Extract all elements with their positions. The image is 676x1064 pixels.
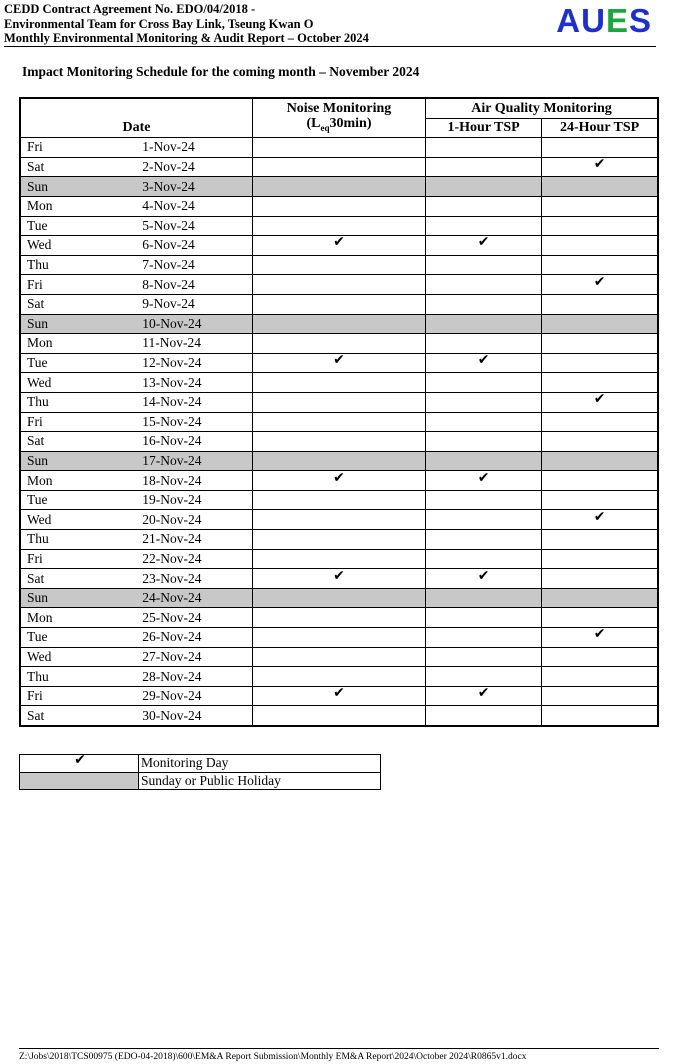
noise-cell	[253, 608, 426, 628]
date-cell: 14-Nov-24	[136, 392, 252, 412]
schedule-body	[20, 138, 658, 726]
legend-row-holiday	[20, 772, 381, 790]
day-cell: Sun	[20, 451, 136, 471]
noise-cell	[253, 353, 426, 373]
noise-cell	[253, 412, 426, 432]
checkmark-icon: ✔	[477, 567, 490, 584]
tsp-1hour-cell	[426, 608, 542, 628]
tsp-1hour-cell	[426, 275, 542, 295]
date-cell: 19-Nov-24	[136, 490, 252, 510]
noise-cell	[253, 236, 426, 256]
day-cell: Mon	[20, 196, 136, 216]
schedule-row	[20, 138, 658, 158]
tsp-1hour-cell	[426, 392, 542, 412]
date-cell: 16-Nov-24	[136, 432, 252, 452]
noise-cell	[253, 294, 426, 314]
tsp-24hour-cell	[542, 196, 658, 216]
noise-cell	[253, 530, 426, 550]
tsp-24hour-cell	[542, 490, 658, 510]
tsp-1hour-cell	[426, 236, 542, 256]
checkmark-icon: ✔	[477, 352, 490, 369]
day-cell: Mon	[20, 608, 136, 628]
noise-cell	[253, 157, 426, 177]
date-cell: 24-Nov-24	[136, 588, 252, 608]
tsp-24hour-cell	[542, 392, 658, 412]
day-cell: Mon	[20, 334, 136, 354]
day-cell: Sun	[20, 177, 136, 197]
date-cell: 28-Nov-24	[136, 667, 252, 687]
tsp-1hour-cell	[426, 471, 542, 491]
page-title: Impact Monitoring Schedule for the coming month – November 2024	[22, 64, 420, 79]
date-cell: 27-Nov-24	[136, 647, 252, 667]
tsp-1hour-cell	[426, 588, 542, 608]
checkmark-icon: ✔	[477, 685, 490, 702]
checkmark-icon: ✔	[333, 685, 345, 702]
legend-holiday-label: Sunday or Public Holiday	[139, 772, 381, 790]
report-header	[4, 2, 369, 46]
date-cell: 7-Nov-24	[136, 255, 252, 275]
schedule-row	[20, 314, 658, 334]
date-cell: 4-Nov-24	[136, 196, 252, 216]
schedule-row	[20, 588, 658, 608]
schedule-row	[20, 471, 658, 491]
day-cell: Sun	[20, 314, 136, 334]
noise-cell	[253, 314, 426, 334]
date-cell: 18-Nov-24	[136, 471, 252, 491]
noise-cell	[253, 432, 426, 452]
date-cell: 20-Nov-24	[136, 510, 252, 530]
tsp-24hour-cell	[542, 236, 658, 256]
noise-cell	[253, 373, 426, 393]
noise-cell	[253, 392, 426, 412]
schedule-row	[20, 392, 658, 412]
legend-grey-swatch	[20, 772, 139, 790]
day-cell: Tue	[20, 628, 136, 648]
schedule-row	[20, 294, 658, 314]
noise-cell	[253, 647, 426, 667]
tsp-1hour-cell	[426, 157, 542, 177]
tsp-1hour-cell	[426, 334, 542, 354]
noise-cell	[253, 275, 426, 295]
day-cell: Sun	[20, 588, 136, 608]
schedule-row	[20, 706, 658, 726]
header-line-2: Environmental Team for Cross Bay Link, Tseung Kwan O	[4, 16, 314, 31]
tsp-1hour-cell	[426, 667, 542, 687]
day-cell: Fri	[20, 412, 136, 432]
schedule-row	[20, 353, 658, 373]
tsp-24hour-cell	[542, 451, 658, 471]
checkmark-icon: ✔	[333, 234, 345, 251]
day-cell: Thu	[20, 667, 136, 687]
noise-cell	[253, 549, 426, 569]
header-line-1: CEDD Contract Agreement No. EDO/04/2018 -	[4, 2, 256, 16]
checkmark-icon: ✔	[333, 352, 345, 369]
noise-cell	[253, 471, 426, 491]
schedule-row	[20, 157, 658, 177]
tsp-24hour-cell	[542, 530, 658, 550]
day-cell: Wed	[20, 236, 136, 256]
tsp-24hour-cell	[542, 216, 658, 236]
date-cell: 29-Nov-24	[136, 686, 252, 706]
day-cell: Fri	[20, 549, 136, 569]
tsp-24hour-header: 24-Hour TSP	[542, 118, 658, 138]
schedule-row	[20, 549, 658, 569]
noise-cell	[253, 667, 426, 687]
noise-cell	[253, 686, 426, 706]
schedule-row	[20, 412, 658, 432]
noise-monitoring-header: Noise Monitoring $(L_{eq}30\min)$	[253, 98, 426, 138]
footer-divider	[19, 1048, 659, 1049]
day-cell: Sat	[20, 294, 136, 314]
day-cell: Sat	[20, 432, 136, 452]
tsp-24hour-cell	[542, 275, 658, 295]
tsp-24hour-cell	[542, 608, 658, 628]
date-cell: 26-Nov-24	[136, 628, 252, 648]
schedule-row	[20, 510, 658, 530]
date-cell: 12-Nov-24	[136, 353, 252, 373]
checkmark-icon: ✔	[593, 626, 606, 643]
day-cell: Tue	[20, 353, 136, 373]
tsp-1hour-cell	[426, 373, 542, 393]
date-cell: 13-Nov-24	[136, 373, 252, 393]
tsp-24hour-cell	[542, 471, 658, 491]
tsp-24hour-cell	[542, 686, 658, 706]
header-divider	[4, 46, 656, 47]
date-cell: 8-Nov-24	[136, 275, 252, 295]
date-cell: 21-Nov-24	[136, 530, 252, 550]
noise-cell	[253, 177, 426, 197]
day-cell: Fri	[20, 138, 136, 158]
checkmark-icon: ✔	[333, 567, 345, 584]
tsp-1hour-cell	[426, 549, 542, 569]
tsp-1hour-cell	[426, 196, 542, 216]
date-cell: 17-Nov-24	[136, 451, 252, 471]
date-cell: 11-Nov-24	[136, 334, 252, 354]
checkmark-icon: ✔	[477, 234, 490, 251]
checkmark-icon: ✔	[593, 508, 606, 525]
legend-table	[19, 754, 381, 790]
day-cell: Thu	[20, 255, 136, 275]
day-cell: Sat	[20, 157, 136, 177]
day-cell: Wed	[20, 373, 136, 393]
tsp-1hour-cell	[426, 138, 542, 158]
tsp-24hour-cell	[542, 314, 658, 334]
date-header: Date	[20, 98, 253, 138]
tsp-24hour-cell	[542, 667, 658, 687]
schedule-row	[20, 196, 658, 216]
schedule-row	[20, 686, 658, 706]
schedule-row	[20, 373, 658, 393]
schedule-row	[20, 334, 658, 354]
noise-cell	[253, 510, 426, 530]
tsp-1hour-cell	[426, 177, 542, 197]
noise-cell	[253, 451, 426, 471]
day-cell: Sat	[20, 706, 136, 726]
noise-cell	[253, 255, 426, 275]
checkmark-icon: ✔	[333, 469, 345, 486]
tsp-24hour-cell	[542, 294, 658, 314]
legend-monitoring-label: Monitoring Day	[139, 755, 381, 773]
day-cell: Wed	[20, 647, 136, 667]
header-line-3: Monthly Environmental Monitoring & Audit Report – October 2024	[4, 31, 369, 45]
tsp-1hour-cell	[426, 412, 542, 432]
tsp-24hour-cell	[542, 157, 658, 177]
tsp-24hour-cell	[542, 138, 658, 158]
day-cell: Fri	[20, 275, 136, 295]
tsp-24hour-cell	[542, 373, 658, 393]
schedule-row	[20, 667, 658, 687]
noise-cell	[253, 588, 426, 608]
date-cell: 23-Nov-24	[136, 569, 252, 589]
tsp-24hour-cell	[542, 255, 658, 275]
schedule-row	[20, 608, 658, 628]
checkmark-icon: ✔	[593, 273, 606, 290]
schedule-row	[20, 177, 658, 197]
noise-cell	[253, 196, 426, 216]
schedule-row	[20, 236, 658, 256]
checkmark-icon: ✔	[74, 752, 86, 769]
date-cell: 15-Nov-24	[136, 412, 252, 432]
tsp-1hour-cell	[426, 569, 542, 589]
tsp-24hour-cell	[542, 706, 658, 726]
tsp-1hour-cell	[426, 686, 542, 706]
noise-cell	[253, 706, 426, 726]
noise-cell	[253, 138, 426, 158]
day-cell: Tue	[20, 216, 136, 236]
tsp-24hour-cell	[542, 412, 658, 432]
day-cell: Thu	[20, 530, 136, 550]
tsp-1hour-cell	[426, 510, 542, 530]
day-cell: Fri	[20, 686, 136, 706]
day-cell: Mon	[20, 471, 136, 491]
schedule-row	[20, 490, 658, 510]
air-quality-header: Air Quality Monitoring	[426, 98, 659, 118]
tsp-24hour-cell	[542, 177, 658, 197]
checkmark-icon: ✔	[593, 391, 606, 408]
tsp-24hour-cell	[542, 549, 658, 569]
schedule-row	[20, 451, 658, 471]
schedule-row	[20, 647, 658, 667]
noise-cell	[253, 628, 426, 648]
date-cell: 3-Nov-24	[136, 177, 252, 197]
legend-row-monitoring	[20, 755, 381, 773]
tsp-1hour-cell	[426, 353, 542, 373]
schedule-row	[20, 569, 658, 589]
tsp-1hour-cell	[426, 706, 542, 726]
noise-cell	[253, 334, 426, 354]
monitoring-schedule-table	[19, 97, 659, 727]
date-cell: 9-Nov-24	[136, 294, 252, 314]
tsp-24hour-cell	[542, 353, 658, 373]
schedule-row	[20, 216, 658, 236]
tsp-24hour-cell	[542, 588, 658, 608]
footer-file-path: Z:\Jobs\2018\TCS00975 (EDO-04-2018)\600\EM&A Report Submission\Monthly EM&A Report\2024\October 2024\R0865v1.docx	[19, 1052, 527, 1062]
tsp-24hour-cell	[542, 647, 658, 667]
day-cell: Tue	[20, 490, 136, 510]
date-cell: 5-Nov-24	[136, 216, 252, 236]
checkmark-icon: ✔	[477, 469, 490, 486]
day-cell: Wed	[20, 510, 136, 530]
legend-tick-cell	[20, 752, 139, 773]
tsp-1hour-cell	[426, 255, 542, 275]
tsp-24hour-cell	[542, 334, 658, 354]
day-cell: Sat	[20, 569, 136, 589]
tsp-1hour-cell	[426, 451, 542, 471]
tsp-24hour-cell	[542, 510, 658, 530]
date-cell: 10-Nov-24	[136, 314, 252, 334]
tsp-1hour-cell	[426, 432, 542, 452]
tsp-1hour-cell	[426, 216, 542, 236]
date-cell: 6-Nov-24	[136, 236, 252, 256]
date-cell: 30-Nov-24	[136, 706, 252, 726]
schedule-row	[20, 628, 658, 648]
tsp-1hour-cell	[426, 314, 542, 334]
tsp-24hour-cell	[542, 569, 658, 589]
schedule-row	[20, 432, 658, 452]
schedule-row	[20, 255, 658, 275]
date-cell: 25-Nov-24	[136, 608, 252, 628]
date-cell: 1-Nov-24	[136, 138, 252, 158]
tsp-1hour-cell	[426, 294, 542, 314]
date-cell: 2-Nov-24	[136, 157, 252, 177]
tsp-1hour-cell	[426, 490, 542, 510]
checkmark-icon: ✔	[593, 156, 606, 173]
noise-cell	[253, 569, 426, 589]
tsp-24hour-cell	[542, 628, 658, 648]
tsp-1hour-cell	[426, 530, 542, 550]
noise-cell	[253, 216, 426, 236]
schedule-row	[20, 530, 658, 550]
tsp-1hour-cell	[426, 647, 542, 667]
date-cell: 22-Nov-24	[136, 549, 252, 569]
day-cell: Thu	[20, 392, 136, 412]
aues-logo: AUES	[556, 2, 652, 39]
tsp-1hour-header: 1-Hour TSP	[426, 118, 542, 138]
schedule-row	[20, 275, 658, 295]
tsp-24hour-cell	[542, 432, 658, 452]
noise-cell	[253, 490, 426, 510]
tsp-1hour-cell	[426, 628, 542, 648]
